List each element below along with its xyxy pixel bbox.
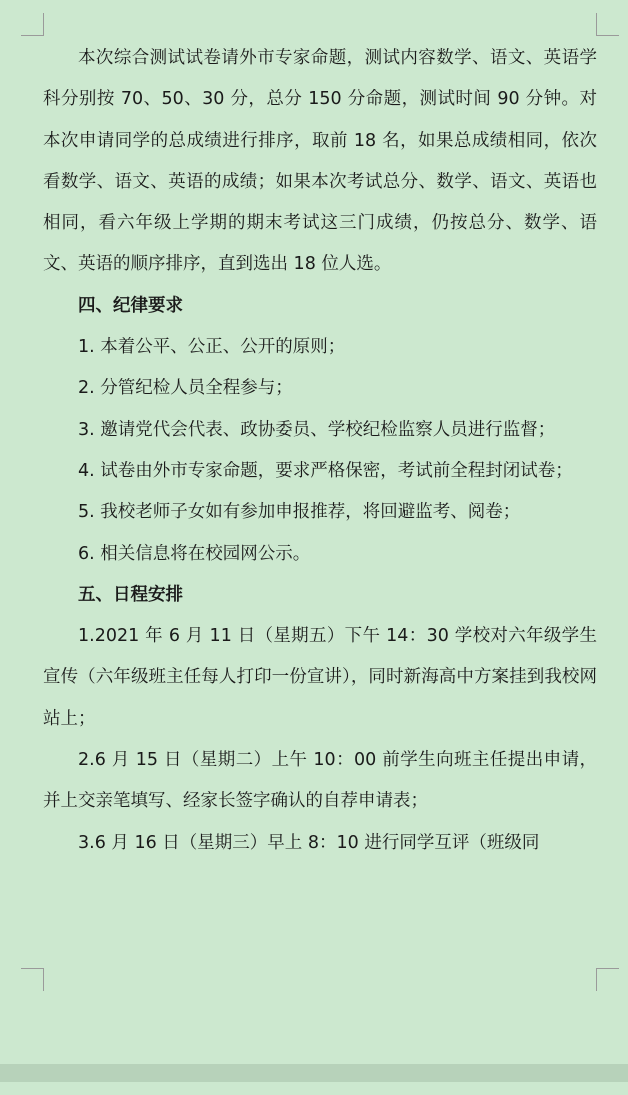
corner-mark-bottom-right xyxy=(596,968,619,991)
paragraph-discipline-4: 4. 试卷由外市专家命题，要求严格保密，考试前全程封闭试卷； xyxy=(78,460,573,481)
paragraph-discipline-3: 3. 邀请党代会代表、政协委员、学校纪检监察人员进行监督； xyxy=(78,419,556,440)
paragraph-schedule-3: 3.6 月 16 日（星期三）早上 8：10 进行同学互评（班级同 xyxy=(78,832,540,853)
corner-mark-bottom-left xyxy=(21,968,44,991)
page-gap-strip xyxy=(0,1064,628,1082)
paragraph-discipline-2: 2. 分管纪检人员全程参与； xyxy=(78,378,293,399)
heading-discipline: 四、纪律要求 xyxy=(78,295,183,316)
paragraph-discipline-1: 1. 本着公平、公正、公开的原则； xyxy=(78,337,346,358)
paragraph-exam-content: 本次综合测试试卷请外市专家命题，测试内容数学、语文、英语学科分别按 70、50、30 分，总分 150 分命题，测试时间 90 分钟。对本次申请同学的总成绩进行排序，取前 18 名，如果总成绩相同，依次看数学、语文、英语的成绩；如果本次考试总分、数学、语文、英语也相同，看六年级上学期的期末考试这三门成绩，仍按总分、数学、语文、英语的顺序排序，直到选出 18 位人选。 xyxy=(43,48,597,275)
paragraph-schedule-2: 2.6 月 15 日（星期二）上午 10：00 前学生向班主任提出申请，并上交亲笔填写、经家长签字确认的自荐申请表； xyxy=(43,750,597,812)
corner-mark-top-right xyxy=(596,13,619,36)
document-body xyxy=(43,38,597,864)
next-page-edge xyxy=(0,1082,628,1095)
paragraph-schedule-1: 1.2021 年 6 月 11 日（星期五）下午 14：30 学校对六年级学生宣传（六年级班主任每人打印一份宣讲），同时新海高中方案挂到我校网站上； xyxy=(43,626,597,729)
paragraph-discipline-6: 6. 相关信息将在校园网公示。 xyxy=(78,543,311,564)
heading-schedule: 五、日程安排 xyxy=(78,584,183,605)
corner-mark-top-left xyxy=(21,13,44,36)
paragraph-discipline-5: 5. 我校老师子女如有参加申报推荐，将回避监考、阅卷； xyxy=(78,502,521,523)
